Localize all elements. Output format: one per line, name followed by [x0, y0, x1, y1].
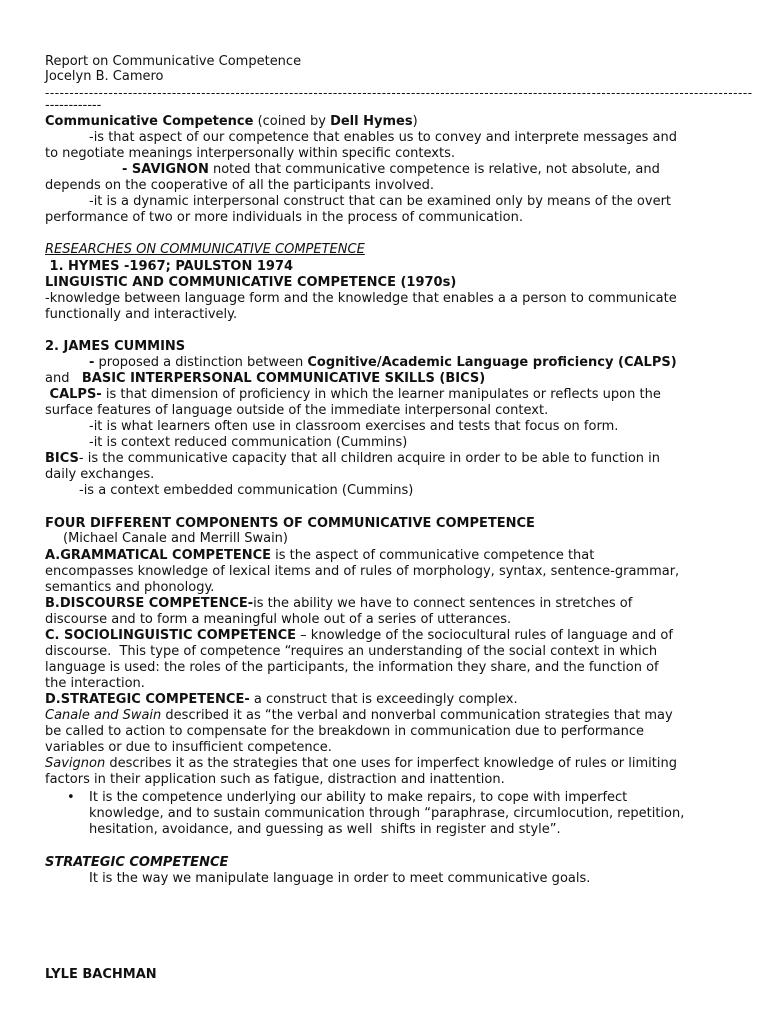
calps-line2: surface features of language outside of the immediate interpersonal context. — [45, 403, 549, 418]
term-communicative-competence: Communicative Competence — [45, 114, 254, 129]
grammatical-line2: encompasses knowledge of lexical items and of rules of morphology, syntax, sentence-grammar, — [45, 564, 680, 579]
savignon-line2: depends on the cooperative of all the participants involved. — [45, 178, 434, 193]
components-authors: (Michael Canale and Merrill Swain) — [63, 531, 288, 546]
bics-label: BICS — [45, 451, 79, 466]
sociolinguistic-line2: discourse. This type of competence “requires an understanding of the social context in which — [45, 644, 658, 659]
grammatical-line1 — [45, 548, 594, 564]
sociolinguistic-label: C. SOCIOLINGUISTIC COMPETENCE — [45, 628, 297, 643]
calps-label: CALPS- — [45, 387, 102, 402]
sociolinguistic-line4: the interaction. — [45, 676, 145, 691]
strategic-line1 — [45, 692, 518, 708]
intro-def2-line2: performance of two or more individuals in the process of communication. — [45, 210, 523, 225]
report-title: Report on Communicative Competence — [45, 54, 302, 69]
divider-line-continued: ------------ — [45, 98, 102, 113]
bullet-line3: hesitation, avoidance, and guessing as well shifts in register and style”. — [89, 822, 561, 837]
calps-text: is that dimension of proficiency in which the learner manipulates or reflects upon the — [101, 387, 661, 402]
components-heading: FOUR DIFFERENT COMPONENTS OF COMMUNICATIVE COMPETENCE — [45, 516, 535, 531]
calps-line1 — [45, 387, 661, 403]
bics-text: - is the communicative capacity that all children acquire in order to be able to function in — [78, 451, 661, 466]
calps-line3: -it is what learners often use in classroom exercises and tests that focus on form. — [89, 419, 619, 434]
hymes-title: 1. HYMES -1967; PAULSTON 1974 — [45, 259, 294, 274]
canale-swain-line3: variables or due to insufficient competence. — [45, 740, 332, 755]
cummins-line2 — [45, 371, 485, 387]
canale-swain-line1 — [45, 708, 673, 724]
bachman-heading: LYLE BACHMAN — [45, 967, 157, 982]
savignon-describes-text: describes it as the strategies that one uses for imperfect knowledge of rules or limiting — [105, 756, 677, 771]
coined-name: Dell Hymes — [330, 114, 413, 129]
canale-swain-line2: be called to action to compensate for the breakdown in communication due to performance — [45, 724, 645, 739]
sociolinguistic-line3: language is used: the roles of the participants, the information they share, and the function of — [45, 660, 659, 675]
discourse-line1 — [45, 596, 632, 612]
discourse-line2: discourse and to form a meaningful whole out of a series of utterances. — [45, 612, 512, 627]
savignon-name: Savignon — [45, 756, 106, 771]
intro-def1-line2: to negotiate meanings interpersonally within specific contexts. — [45, 146, 455, 161]
hymes-def-line1: -knowledge between language form and the knowledge that enables a a person to communicate — [45, 291, 677, 306]
hymes-def-line2: functionally and interactively. — [45, 307, 238, 322]
coined-prefix: (coined by — [253, 114, 331, 129]
bics-line2: daily exchanges. — [45, 467, 155, 482]
bics-line3: -is a context embedded communication (Cummins) — [79, 483, 414, 498]
strategic-heading: STRATEGIC COMPETENCE — [45, 855, 229, 870]
grammatical-text: is the aspect of communicative competence that — [271, 548, 595, 563]
cummins-line1 — [89, 355, 677, 371]
intro-def1-line1: -is that aspect of our competence that enables us to convey and interprete messages and — [89, 130, 677, 145]
cummins-and: and — [45, 371, 82, 386]
bullet-icon: • — [67, 790, 75, 805]
cummins-title: 2. JAMES CUMMINS — [45, 339, 186, 354]
cummins-dash: - — [89, 355, 95, 370]
savignon-line1 — [122, 162, 660, 178]
hymes-subtitle: LINGUISTIC AND COMMUNICATIVE COMPETENCE (1970s) — [45, 275, 457, 290]
bics-line1 — [45, 451, 660, 467]
researches-heading: RESEARCHES ON COMMUNICATIVE COMPETENCE — [45, 242, 365, 257]
calps-line4: -it is context reduced communication (Cummins) — [89, 435, 408, 450]
bullet-line2: knowledge, and to sustain communication through “paraphrase, circumlocution, repetition, — [89, 806, 685, 821]
savignon-describes-line1 — [45, 756, 677, 772]
calps-term: Cognitive/Academic Language proficiency (CALPS) — [307, 355, 677, 370]
discourse-text: is the ability we have to connect sentences in stretches of — [253, 596, 633, 611]
canale-swain-name: Canale and Swain — [45, 708, 162, 723]
sociolinguistic-line1 — [45, 628, 673, 644]
intro-def2-line1: -it is a dynamic interpersonal construct that can be examined only by means of the overt — [89, 194, 672, 209]
strategic-definition: It is the way we manipulate language in order to meet communicative goals. — [89, 871, 591, 886]
strategic-label: D.STRATEGIC COMPETENCE- — [45, 692, 250, 707]
coined-suffix: ) — [412, 114, 418, 129]
sociolinguistic-text: – knowledge of the sociocultural rules of language and of — [296, 628, 673, 643]
author-name: Jocelyn B. Camero — [45, 69, 164, 84]
grammatical-line3: semantics and phonology. — [45, 580, 215, 595]
savignon-describes-line2: factors in their application such as fatigue, distraction and inattention. — [45, 772, 505, 787]
bics-term: BASIC INTERPERSONAL COMMUNICATIVE SKILLS (BICS) — [81, 371, 486, 386]
intro-term-line — [45, 114, 418, 130]
canale-swain-text: described it as “the verbal and nonverbal communication strategies that may — [161, 708, 673, 723]
strategic-text: a construct that is exceedingly complex. — [249, 692, 518, 707]
cummins-text: proposed a distinction between — [94, 355, 308, 370]
bullet-line1: It is the competence underlying our ability to make repairs, to cope with imperfect — [89, 790, 628, 805]
savignon-text: noted that communicative competence is relative, not absolute, and — [208, 162, 660, 177]
grammatical-label: A.GRAMMATICAL COMPETENCE — [45, 548, 272, 563]
divider-line: ------------------------------------------------------------------------------------------------------------------------------------------------- — [45, 86, 753, 100]
discourse-label: B.DISCOURSE COMPETENCE- — [45, 596, 254, 611]
savignon-label: - SAVIGNON — [122, 162, 209, 177]
